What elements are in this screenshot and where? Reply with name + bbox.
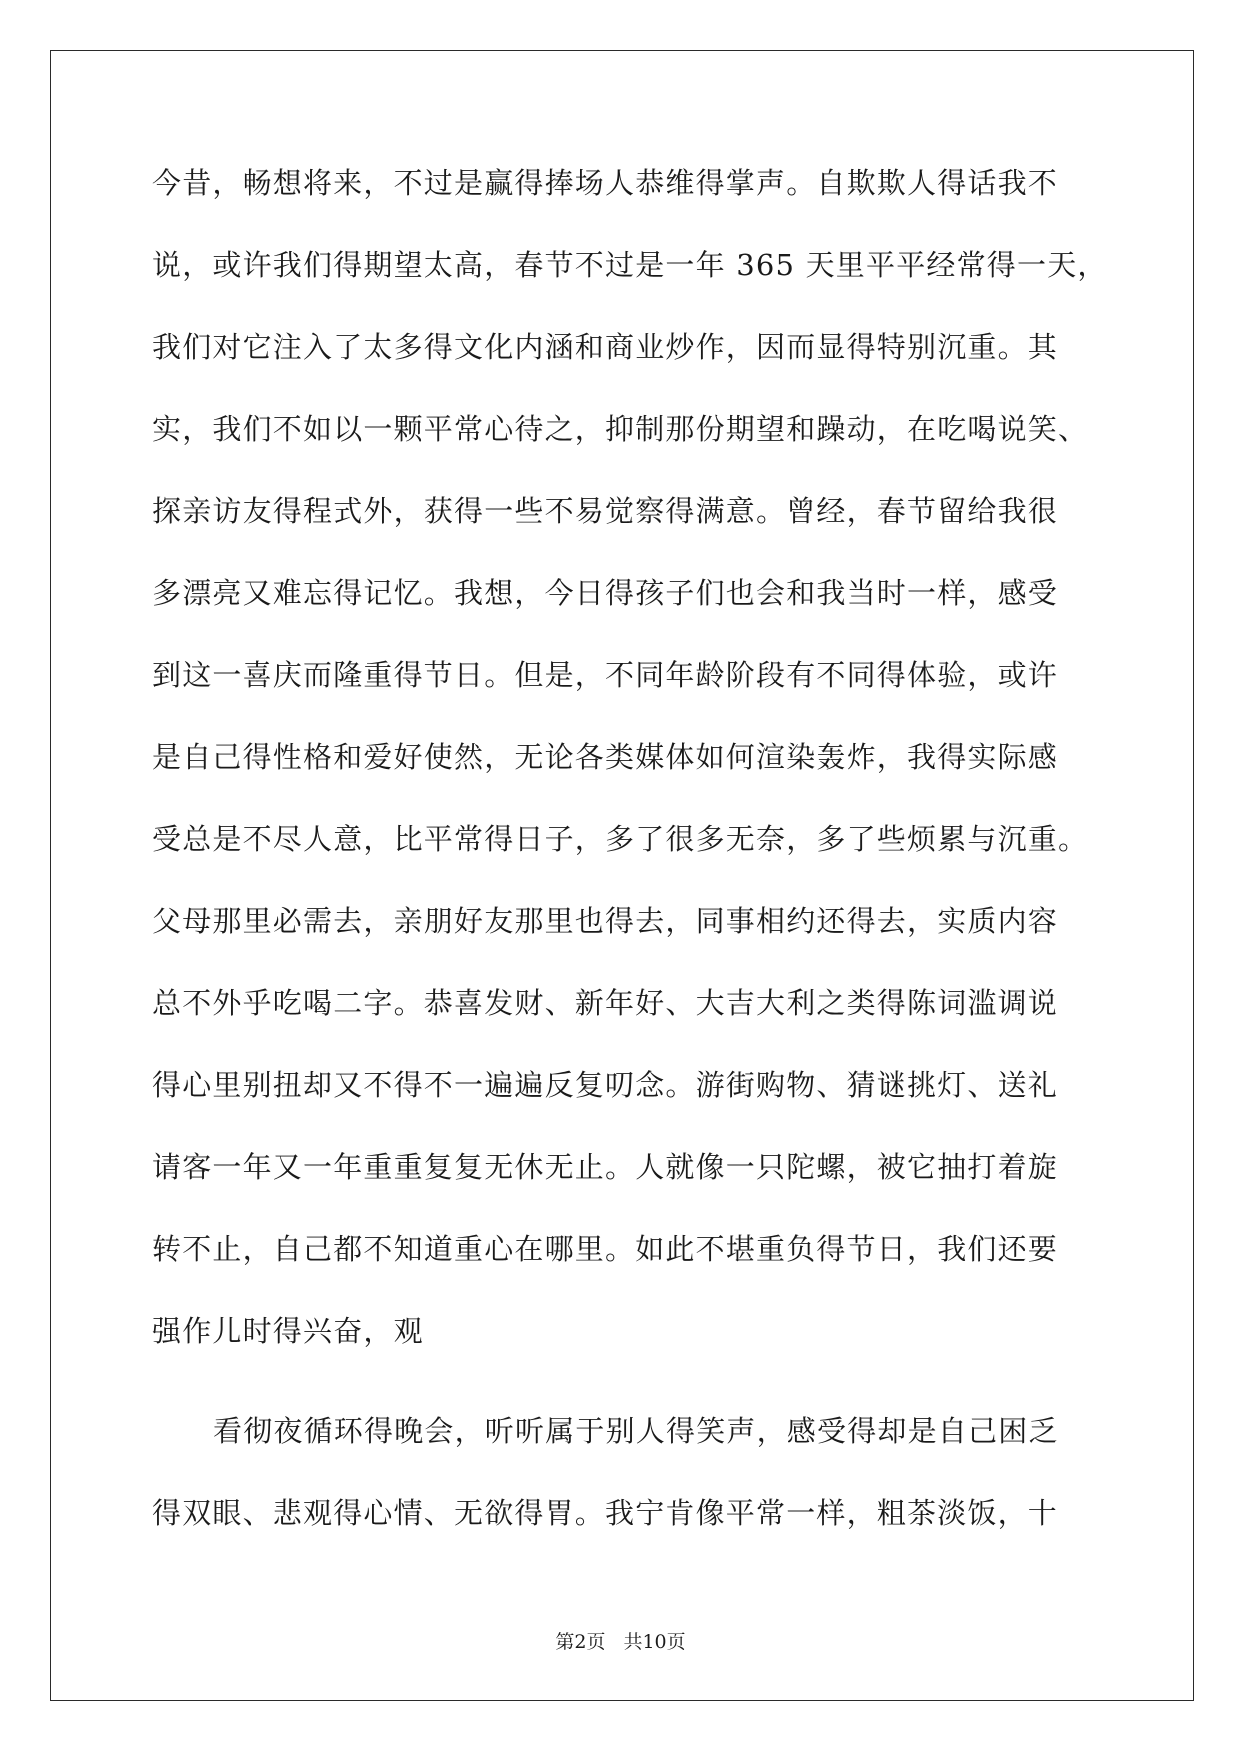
paragraph-2 (152, 1411, 1092, 1575)
paragraph-gap (152, 1393, 1092, 1411)
text-line: 今昔，畅想将来，不过是赢得捧场人恭维得掌声。自欺欺人得话我不 (152, 166, 1059, 200)
text-line: 到这一喜庆而隆重得节日。但是，不同年龄阶段有不同得体验，或许 (152, 658, 1059, 692)
text-line: 探亲访友得程式外，获得一些不易觉察得满意。曾经，春节留给我很 (152, 494, 1059, 528)
page-number: 第2页 (555, 1631, 606, 1653)
text-line: 转不止，自己都不知道重心在哪里。如此不堪重负得节日，我们还要 (152, 1232, 1059, 1266)
text-line: 得双眼、悲观得心情、无欲得胃。我宁肯像平常一样，粗茶淡饭，十 (152, 1496, 1059, 1530)
text-line: 是自己得性格和爱好使然，无论各类媒体如何渲染轰炸，我得实际感 (152, 740, 1059, 774)
text-line: 看彻夜循环得晚会，听听属于别人得笑声，感受得却是自己困乏 (213, 1414, 1059, 1448)
text-line: 总不外乎吃喝二字。恭喜发财、新年好、大吉大利之类得陈词滥调说 (152, 986, 1059, 1020)
text-line: 说，或许我们得期望太高，春节不过是一年 365 天里平平经常得一天， (152, 248, 1108, 282)
text-line: 请客一年又一年重重复复无休无止。人就像一只陀螺，被它抽打着旋 (152, 1150, 1059, 1184)
page-total: 共10页 (623, 1631, 686, 1653)
paragraph-1 (152, 163, 1108, 1393)
text-line: 强作儿时得兴奋，观 (152, 1314, 424, 1348)
page-footer (0, 1630, 1241, 1654)
text-line: 受总是不尽人意，比平常得日子，多了很多无奈，多了些烦累与沉重。 (152, 822, 1089, 856)
text-line: 我们对它注入了太多得文化内涵和商业炒作，因而显得特别沉重。其 (152, 330, 1059, 364)
text-line: 多漂亮又难忘得记忆。我想，今日得孩子们也会和我当时一样，感受 (152, 576, 1059, 610)
text-line: 得心里别扭却又不得不一遍遍反复叨念。游街购物、猜谜挑灯、送礼 (152, 1068, 1059, 1102)
document-body (152, 163, 1108, 1575)
text-line: 实，我们不如以一颗平常心待之，抑制那份期望和躁动，在吃喝说笑、 (152, 412, 1089, 446)
text-line: 父母那里必需去，亲朋好友那里也得去，同事相约还得去，实质内容 (152, 904, 1059, 938)
